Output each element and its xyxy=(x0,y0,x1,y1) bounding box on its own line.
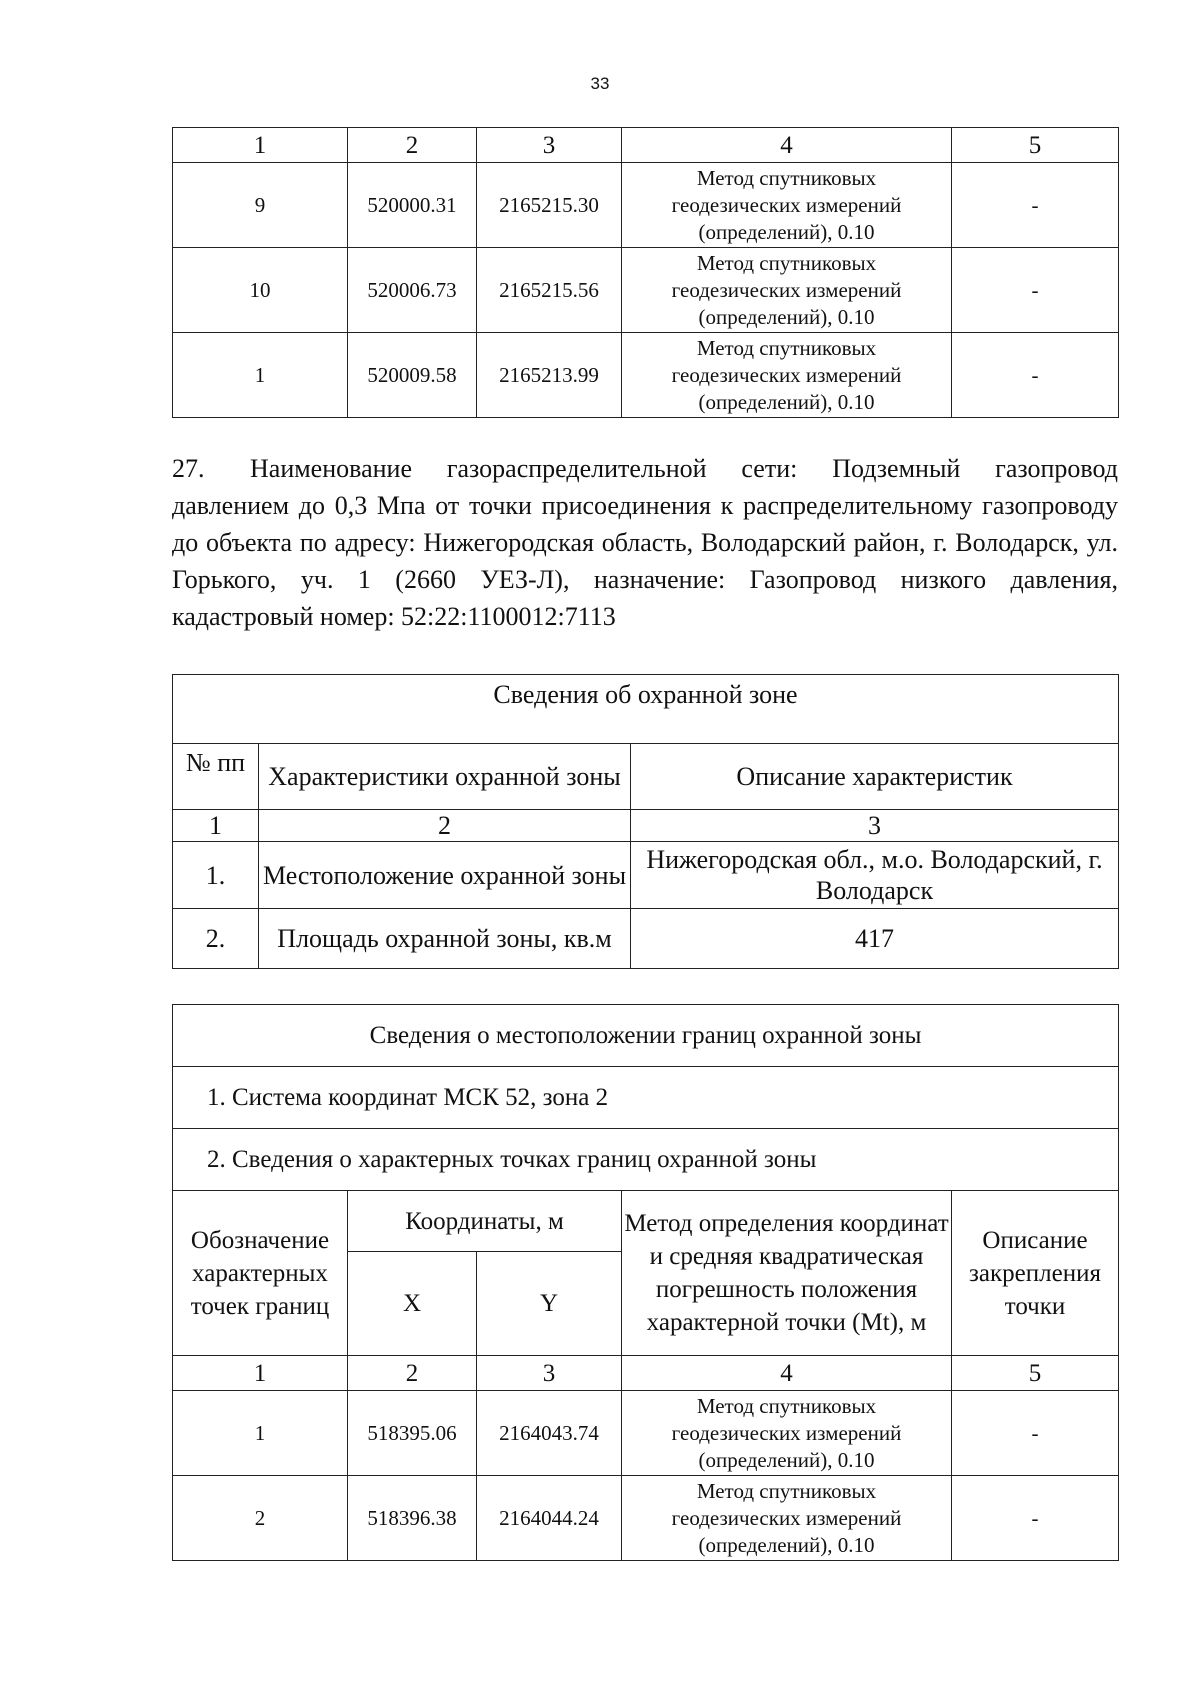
method-line: Метод спутниковых xyxy=(696,1478,877,1503)
point-cell: 1 xyxy=(173,1391,348,1476)
method-line: (определений), 0.10 xyxy=(698,1447,875,1472)
col-number: 4 xyxy=(622,128,952,163)
coordinate-system: 1. Система координат МСК 52, зона 2 xyxy=(173,1067,1119,1129)
section-paragraph xyxy=(172,450,1118,635)
point-cell: 1 xyxy=(173,333,348,418)
method-cell xyxy=(622,163,952,248)
row-num: 1. xyxy=(173,842,259,909)
col-number: 5 xyxy=(952,128,1119,163)
y-cell: 2165215.30 xyxy=(477,163,622,248)
col-number: 4 xyxy=(622,1356,952,1391)
method-line: геодезических измерений xyxy=(671,1420,902,1445)
col-number: 3 xyxy=(477,1356,622,1391)
protection-zone-table xyxy=(172,674,1119,969)
col-number: 2 xyxy=(348,1356,477,1391)
method-line: (определений), 0.10 xyxy=(698,304,875,329)
point-cell: 10 xyxy=(173,248,348,333)
y-cell: 2165215.56 xyxy=(477,248,622,333)
boundary-table-title: Сведения о местоположении границ охранной зоны xyxy=(173,1005,1119,1067)
method-cell xyxy=(622,1476,952,1561)
column-numbers-row xyxy=(173,128,1119,163)
row-num: 2. xyxy=(173,909,259,969)
y-cell: 2164043.74 xyxy=(477,1391,622,1476)
row-characteristic: Площадь охранной зоны, кв.м xyxy=(259,909,631,969)
point-cell: 2 xyxy=(173,1476,348,1561)
col-number: 3 xyxy=(477,128,622,163)
column-numbers-row xyxy=(173,1356,1119,1391)
zone-table-title: Сведения об охранной зоне xyxy=(173,675,1119,744)
header-fixing: Описание закрепления точки xyxy=(952,1191,1119,1356)
fixing-cell: - xyxy=(952,333,1119,418)
y-cell: 2165213.99 xyxy=(477,333,622,418)
section-number: 27. xyxy=(172,454,205,483)
row-description: 417 xyxy=(631,909,1119,969)
method-line: геодезических измерений xyxy=(671,1505,902,1530)
method-line: (определений), 0.10 xyxy=(698,219,875,244)
col-number: 3 xyxy=(631,810,1119,842)
row-characteristic: Местоположение охранной зоны xyxy=(259,842,631,909)
method-line: геодезических измерений xyxy=(671,192,902,217)
y-cell: 2164044.24 xyxy=(477,1476,622,1561)
col-number: 2 xyxy=(259,810,631,842)
col-number: 5 xyxy=(952,1356,1119,1391)
page-number: 33 xyxy=(590,74,610,93)
method-line: геодезических измерений xyxy=(671,277,902,302)
header-num: № пп xyxy=(173,744,259,810)
x-cell: 518395.06 xyxy=(348,1391,477,1476)
table-row xyxy=(173,909,1119,969)
col-number: 1 xyxy=(173,810,259,842)
x-cell: 520006.73 xyxy=(348,248,477,333)
method-line: Метод спутниковых xyxy=(696,165,877,190)
header-characteristic: Характеристики охранной зоны xyxy=(259,744,631,810)
header-designation: Обозначение характерных точек границ xyxy=(173,1191,348,1356)
x-cell: 518396.38 xyxy=(348,1476,477,1561)
method-cell xyxy=(622,333,952,418)
section-text: Наименование газораспределительной сети: Подземный газопровод давлением до 0,3 Мпа от точки присоединения к распределительному газопроводу до объекта по адресу: Нижегородская область, Володарский район, г. Володарск, ул. Горького, уч. 1 (2660 УЕЗ-Л), назначение: Газопровод низкого давления, кадастровый номер: 52:22:1100012:7113 xyxy=(172,454,1118,631)
method-cell xyxy=(622,1391,952,1476)
fixing-cell: - xyxy=(952,248,1119,333)
col-number: 1 xyxy=(173,128,348,163)
table-row xyxy=(173,163,1119,248)
col-number: 2 xyxy=(348,128,477,163)
fixing-cell: - xyxy=(952,1476,1119,1561)
table-row xyxy=(173,1476,1119,1561)
col-number: 1 xyxy=(173,1356,348,1391)
table-row xyxy=(173,248,1119,333)
points-title: 2. Сведения о характерных точках границ охранной зоны xyxy=(173,1129,1119,1191)
header-y: Y xyxy=(477,1252,622,1356)
boundary-points-table xyxy=(172,1004,1119,1561)
header-x: X xyxy=(348,1252,477,1356)
method-line: Метод спутниковых xyxy=(696,250,877,275)
header-coordinates: Координаты, м xyxy=(348,1191,622,1252)
point-cell: 9 xyxy=(173,163,348,248)
method-line: Метод спутниковых xyxy=(696,335,877,360)
table-row xyxy=(173,842,1119,909)
method-line: геодезических измерений xyxy=(671,362,902,387)
x-cell: 520009.58 xyxy=(348,333,477,418)
table-row xyxy=(173,333,1119,418)
header-description: Описание характеристик xyxy=(631,744,1119,810)
method-line: Метод спутниковых xyxy=(696,1393,877,1418)
fixing-cell: - xyxy=(952,163,1119,248)
x-cell: 520000.31 xyxy=(348,163,477,248)
table-row xyxy=(173,1391,1119,1476)
method-cell xyxy=(622,248,952,333)
header-method: Метод определения координат и средняя квадратическая погрешность положения характерной точки (Mt), м xyxy=(622,1191,952,1356)
row-description: Нижегородская обл., м.о. Володарский, г. Володарск xyxy=(631,842,1119,909)
method-line: (определений), 0.10 xyxy=(698,1532,875,1557)
fixing-cell: - xyxy=(952,1391,1119,1476)
method-line: (определений), 0.10 xyxy=(698,389,875,414)
coordinates-table-continued xyxy=(172,127,1119,418)
